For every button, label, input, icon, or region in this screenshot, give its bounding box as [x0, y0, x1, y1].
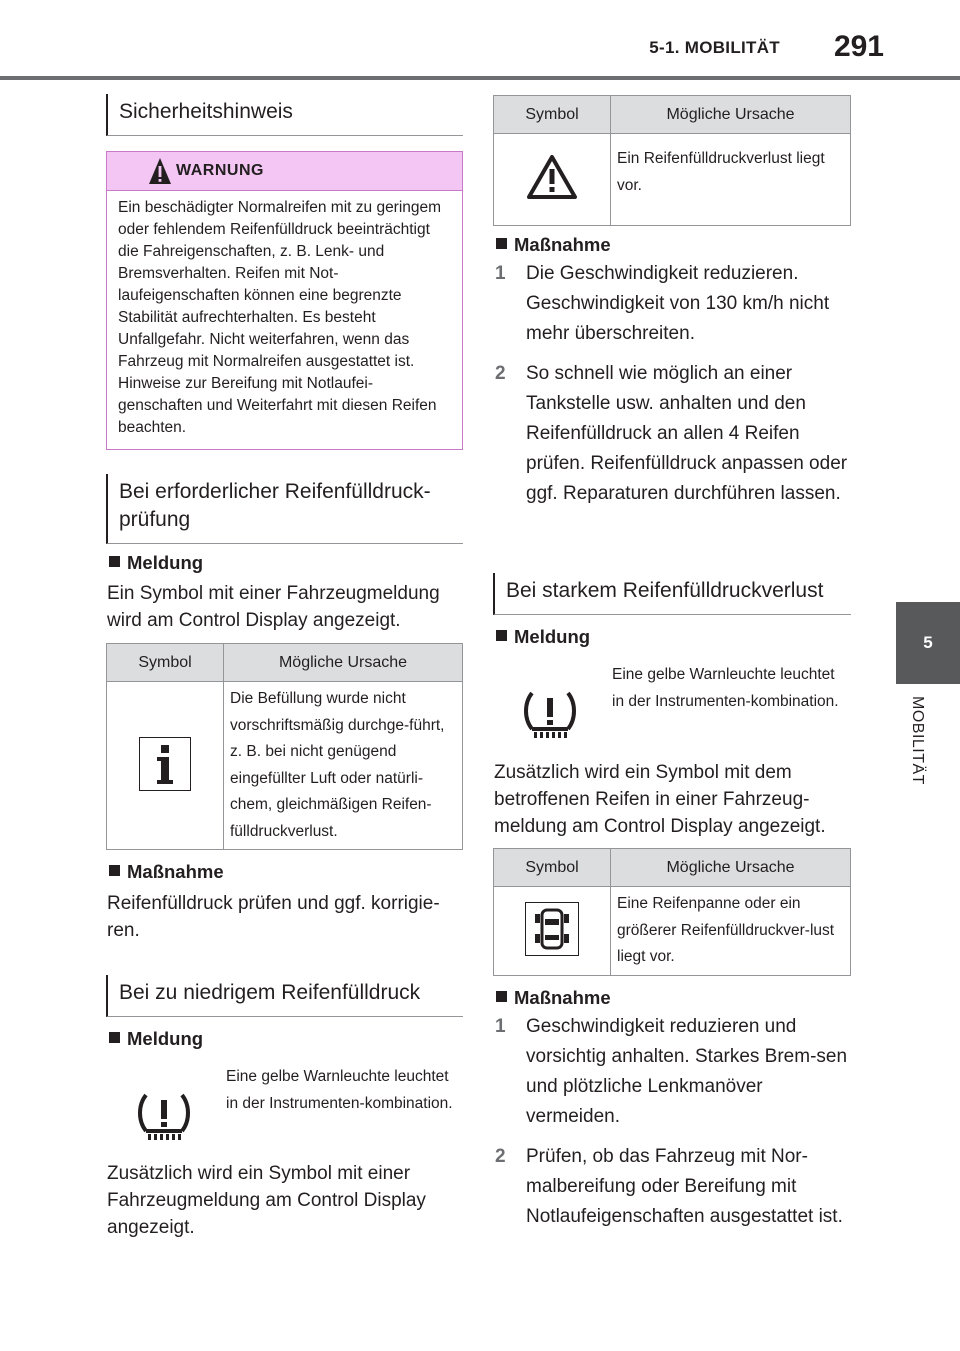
- column-header-cause: Mögliche Ursache: [611, 96, 851, 134]
- meldung-text: Ein Symbol mit einer Fahrzeugmeldung wird am Control Display angezeigt.: [107, 583, 440, 631]
- warning-box: [106, 151, 463, 450]
- cause-text: Die Befüllung wurde nicht vorschriftsmäßig durchge-führt, z. B. bei nicht genügend eingefüllter Luft oder natürli-chem, gleichmäßigen Reifen-fülldruckverlust.: [224, 682, 463, 850]
- warning-light-note: Eine gelbe Warnleuchte leuchtet in der Instrumenten-kombination.: [226, 1068, 453, 1112]
- massnahme-text: Reifenfülldruck prüfen und ggf. korrigie-ren.: [107, 893, 440, 941]
- section-title: 5-1. MOBILITÄT: [649, 38, 780, 57]
- header-divider: [0, 76, 960, 80]
- column-header-symbol: Symbol: [494, 96, 611, 134]
- meldung-additional-text: Zusätzlich wird ein Symbol mit einer Fahrzeugmeldung am Control Display angezeigt.: [107, 1163, 426, 1238]
- step-item: 2 Prüfen, ob das Fahrzeug mit Nor-malbereifung oder Bereifung mit Notlaufeigenschaften ausgestattet ist.: [495, 1146, 843, 1227]
- warning-text: Ein beschädigter Normalreifen mit zu geringem oder fehlendem Reifenfülldruck beeinträchtigt die Fahreigenschaften, z. B. Lenk- und Bremsverhalten. Reifen mit Not-laufeigenschaften können eine begrenzte Stabilität aufrechterhalten. Es besteht Unfallgefahr. Nicht weiterfahren, wenn das Fahrzeug mit Normalreifen ausgestattet ist. Hinweise zur Bereifung mit Notlaufei-genschaften und Weiterfahrt mit diesen Reifen beachten.: [118, 199, 442, 436]
- meldung-additional-text: Zusätzlich wird ein Symbol mit dem betroffenen Reifen in einer Fahrzeug-meldung am Control Display angezeigt.: [494, 762, 826, 837]
- subheading-meldung: Meldung: [109, 1028, 203, 1050]
- chapter-number: 5: [923, 633, 933, 652]
- warning-triangle-icon: [148, 156, 172, 186]
- cause-text: Eine Reifenpanne oder ein größerer Reifenfülldruckver-lust liegt vor.: [611, 887, 851, 976]
- subheading-massnahme: Maßnahme: [109, 861, 224, 883]
- column-header-cause: Mögliche Ursache: [224, 644, 463, 682]
- warning-label: WARNUNG: [176, 162, 264, 179]
- heading-low-pressure: Bei zu niedrigem Reifenfülldruck: [106, 975, 463, 1017]
- car-tire-position-icon: [525, 902, 579, 956]
- symbol-table-car: [493, 848, 851, 976]
- step-item: 1 Geschwindigkeit reduzieren und vorsichtig anhalten. Starkes Brem-sen und plötzliche Lenkmanöver vermeiden.: [495, 1016, 848, 1127]
- column-header-cause: Mögliche Ursache: [611, 849, 851, 887]
- column-header-symbol: Symbol: [494, 849, 611, 887]
- tire-pressure-warning-icon: [137, 1091, 191, 1143]
- subheading-massnahme: Maßnahme: [496, 234, 611, 256]
- symbol-table-info: [106, 643, 463, 850]
- subheading-meldung: Meldung: [109, 552, 203, 574]
- subheading-meldung: Meldung: [496, 626, 590, 648]
- tire-pressure-warning-icon: [523, 689, 577, 741]
- heading-pressure-check: Bei erforderlicher Reifenfülldruck-prüfung: [106, 474, 463, 544]
- info-icon: [139, 737, 191, 791]
- column-header-symbol: Symbol: [107, 644, 224, 682]
- page-number: 291: [833, 30, 884, 63]
- warning-triangle-icon: [526, 154, 578, 200]
- chapter-tab[interactable]: [896, 602, 960, 684]
- step-item: 1 Die Geschwindigkeit reduzieren. Geschwindigkeit von 130 km/h nicht mehr überschreiten.: [495, 263, 830, 344]
- warning-light-note: Eine gelbe Warnleuchte leuchtet in der Instrumenten-kombination.: [612, 666, 839, 710]
- heading-safety: Sicherheitshinweis: [106, 94, 463, 136]
- step-item: 2 So schnell wie möglich an einer Tankstelle usw. anhalten und den Reifenfülldruck an allen 4 Reifen prüfen. Reifenfülldruck anpassen oder ggf. Reparaturen durchführen lassen.: [495, 363, 848, 504]
- chapter-label: MOBILITÄT: [909, 696, 926, 785]
- cause-text: Ein Reifenfülldruckverlust liegt vor.: [611, 134, 851, 226]
- subheading-massnahme: Maßnahme: [496, 987, 611, 1009]
- heading-strong-loss: Bei starkem Reifenfülldruckverlust: [493, 573, 851, 615]
- warning-header: [107, 152, 462, 191]
- symbol-table-warning: [493, 95, 851, 226]
